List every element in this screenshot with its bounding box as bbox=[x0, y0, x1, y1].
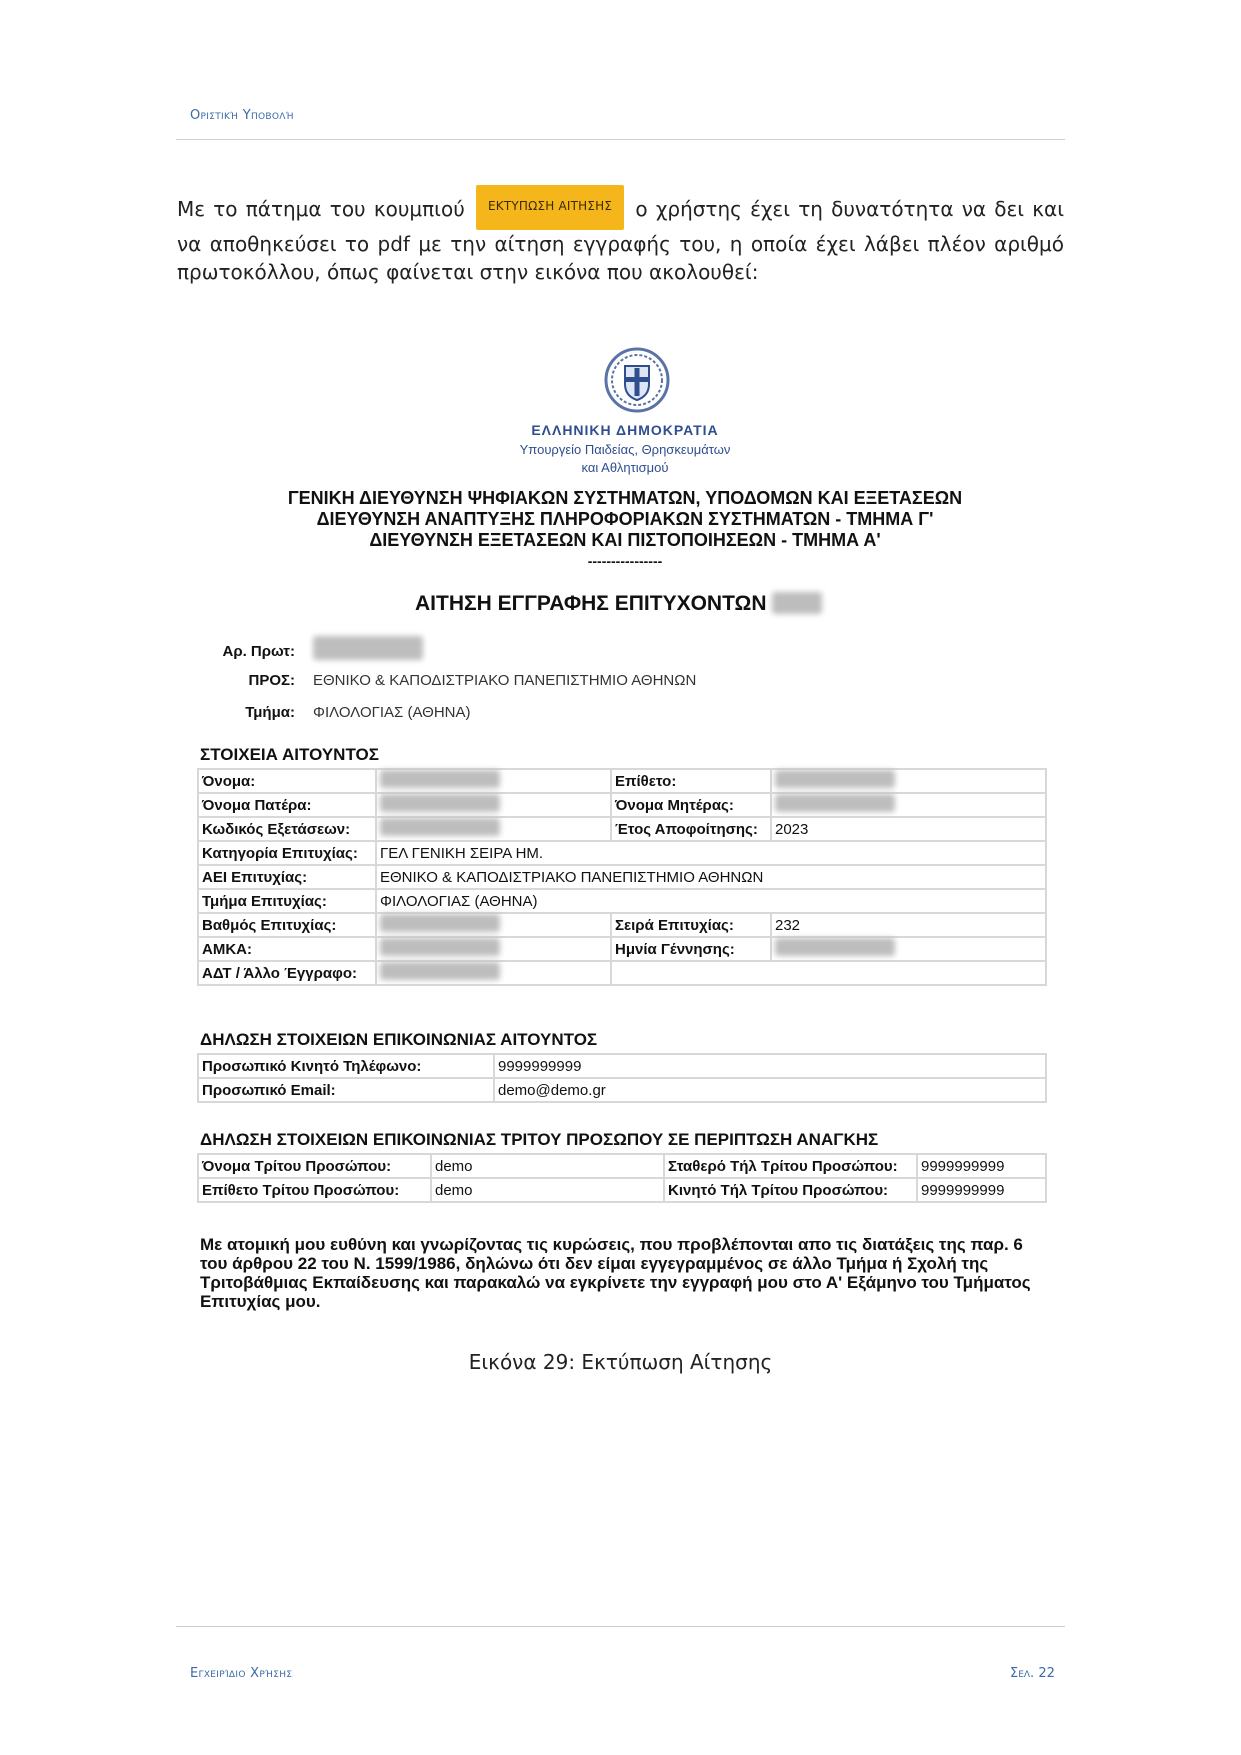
cell-label: Βαθμός Επιτυχίας: bbox=[198, 913, 376, 937]
cell-value: ΓΕΛ ΓΕΝΙΚΗ ΣΕΙΡΑ ΗΜ. bbox=[376, 841, 1046, 865]
directorate-line-3: ΔΙΕΥΘΥΝΣΗ ΕΞΕΤΑΣΕΩΝ ΚΑΙ ΠΙΣΤΟΠΟΙΗΣΕΩΝ - ΤΜΗΜΑ Α' bbox=[369, 530, 881, 550]
applicant-table bbox=[197, 768, 1047, 986]
figure-caption: Εικόνα 29: Εκτύπωση Αίτησης bbox=[468, 1350, 773, 1374]
cell-label: Επίθετο Τρίτου Προσώπου: bbox=[198, 1178, 431, 1202]
table-row bbox=[198, 889, 1046, 913]
cell-label: ΑΔΤ / Άλλο Έγγραφο: bbox=[198, 961, 376, 985]
cell-label: Κινητό Τήλ Τρίτου Προσώπου: bbox=[664, 1178, 917, 1202]
cell-redacted bbox=[771, 769, 1046, 793]
cell-redacted bbox=[771, 937, 1046, 961]
cell-label: Έτος Αποφοίτησης: bbox=[611, 817, 771, 841]
cell-value: 9999999999 bbox=[917, 1154, 1046, 1178]
table-row bbox=[198, 865, 1046, 889]
cell-value: demo bbox=[431, 1178, 664, 1202]
contact-table bbox=[197, 1053, 1047, 1103]
contact-heading: ΔΗΛΩΣΗ ΣΤΟΙΧΕΙΩΝ ΕΠΙΚΟΙΝΩΝΙΑΣ ΑΙΤΟΥΝΤΟΣ bbox=[200, 1030, 598, 1049]
declaration-text: Με ατομική μου ευθύνη και γνωρίζοντας τις κυρώσεις, που προβλέπονται απο τις διατάξεις της παρ. 6 του άρθρου 22 του Ν. 1599/1986, δηλώνω ότι δεν είμαι εγγεγραμμένος σε άλλο Τμήμα ή Σχολή της Τριτοβάθμιας Εκπαίδευσης και παρακαλώ να εγκρίνετε την εγγραφή μου στο Α' Εξάμηνο του Τμήματος Επιτυχίας μου. bbox=[200, 1235, 1031, 1311]
cell-label: Όνομα Πατέρα: bbox=[198, 793, 376, 817]
directorate-line-2: ΔΙΕΥΘΥΝΣΗ ΑΝΑΠΤΥΞΗΣ ΠΛΗΡΟΦΟΡΙΑΚΩΝ ΣΥΣΤΗΜΑΤΩΝ - ΤΜΗΜΑ Γ' bbox=[316, 509, 934, 529]
table-row bbox=[198, 913, 1046, 937]
header-divider bbox=[176, 139, 1065, 140]
cell-value: 9999999999 bbox=[494, 1054, 1046, 1078]
cell-label: Τμήμα Επιτυχίας: bbox=[198, 889, 376, 913]
cell-value: ΕΘΝΙΚΟ & ΚΑΠΟΔΙΣΤΡΙΑΚΟ ΠΑΝΕΠΙΣΤΗΜΙΟ ΑΘΗΝΩΝ bbox=[376, 865, 1046, 889]
cell-redacted bbox=[376, 961, 611, 985]
table-row bbox=[198, 769, 1046, 793]
cell-label: Προσωπικό Κινητό Τηλέφωνο: bbox=[198, 1054, 494, 1078]
cell-value: demo bbox=[431, 1154, 664, 1178]
cell-label: Ημνία Γέννησης: bbox=[611, 937, 771, 961]
table-row bbox=[198, 1078, 1046, 1102]
cell-value: 9999999999 bbox=[917, 1178, 1046, 1202]
form-title-text: ΑΙΤΗΣΗ ΕΓΓΡΑΦΗΣ ΕΠΙΤΥΧΟΝΤΩΝ bbox=[415, 592, 767, 615]
cell-label: Σειρά Επιτυχίας: bbox=[611, 913, 771, 937]
footer-divider bbox=[176, 1626, 1065, 1627]
table-row bbox=[198, 793, 1046, 817]
table-row bbox=[198, 937, 1046, 961]
ministry-line-1: Υπουργείο Παιδείας, Θρησκευμάτων bbox=[519, 442, 731, 457]
cell-label: Όνομα: bbox=[198, 769, 376, 793]
to-value: ΕΘΝΙΚΟ & ΚΑΠΟΔΙΣΤΡΙΑΚΟ ΠΑΝΕΠΙΣΤΗΜΙΟ ΑΘΗΝΩΝ bbox=[313, 672, 697, 689]
cell-label: Προσωπικό Email: bbox=[198, 1078, 494, 1102]
cell-redacted bbox=[376, 913, 611, 937]
intro-text-after: ο χρήστης έχει τη δυνατότητα να δει και να αποθηκεύσει το pdf με την αίτηση εγγραφής του, η οποία έχει λάβει πλέον αριθμό πρωτοκόλλου, όπως φαίνεται στην εικόνα που ακολουθεί: bbox=[177, 197, 1064, 284]
cell-redacted bbox=[376, 769, 611, 793]
cell-redacted bbox=[376, 793, 611, 817]
cell-label: ΑΜΚΑ: bbox=[198, 937, 376, 961]
cell-empty bbox=[611, 961, 1046, 985]
print-application-button: ΕΚΤΥΠΩΣΗ ΑΙΤΗΣΗΣ bbox=[476, 185, 624, 230]
cell-redacted bbox=[771, 793, 1046, 817]
cell-redacted bbox=[376, 817, 611, 841]
dept-value: ΦΙΛΟΛΟΓΙΑΣ (ΑΘΗΝΑ) bbox=[313, 704, 471, 721]
intro-text-before: Με το πάτημα του κουμπιού bbox=[177, 197, 465, 221]
cell-label: Επίθετο: bbox=[611, 769, 771, 793]
cell-label: Όνομα Τρίτου Προσώπου: bbox=[198, 1154, 431, 1178]
table-row bbox=[198, 841, 1046, 865]
cell-label: Όνομα Μητέρας: bbox=[611, 793, 771, 817]
applicant-heading: ΣΤΟΙΧΕΙΑ ΑΙΤΟΥΝΤΟΣ bbox=[200, 745, 379, 764]
table-row bbox=[198, 961, 1046, 985]
third-party-table bbox=[197, 1153, 1047, 1203]
form-title bbox=[415, 592, 822, 616]
table-row bbox=[198, 1054, 1046, 1078]
cell-label: Σταθερό Τήλ Τρίτου Προσώπου: bbox=[664, 1154, 917, 1178]
directorate-line-1: ΓΕΝΙΚΗ ΔΙΕΥΘΥΝΣΗ ΨΗΦΙΑΚΩΝ ΣΥΣΤΗΜΑΤΩΝ, ΥΠΟΔΟΜΩΝ ΚΑΙ ΕΞΕΤΑΣΕΩΝ bbox=[287, 488, 963, 508]
table-row bbox=[198, 817, 1046, 841]
cell-value: 2023 bbox=[771, 817, 1046, 841]
protocol-value bbox=[313, 636, 423, 664]
page-header-title: Οριστική Υποβολή bbox=[190, 108, 294, 123]
to-label: ΠΡΟΣ: bbox=[248, 672, 295, 689]
intro-paragraph bbox=[177, 185, 1064, 286]
redacted-year bbox=[772, 592, 822, 614]
cell-value: demo@demo.gr bbox=[494, 1078, 1046, 1102]
cell-value: ΦΙΛΟΛΟΓΙΑΣ (ΑΘΗΝΑ) bbox=[376, 889, 1046, 913]
third-party-heading: ΔΗΛΩΣΗ ΣΤΟΙΧΕΙΩΝ ΕΠΙΚΟΙΝΩΝΙΑΣ ΤΡΙΤΟΥ ΠΡΟΣΩΠΟΥ ΣΕ ΠΕΡΙΠΤΩΣΗ ΑΝΑΓΚΗΣ bbox=[200, 1130, 879, 1149]
ministry-line-2: και Αθλητισμού bbox=[581, 460, 669, 475]
protocol-label: Αρ. Πρωτ: bbox=[222, 643, 295, 660]
greek-emblem-icon bbox=[603, 346, 671, 414]
cell-label: Κωδικός Εξετάσεων: bbox=[198, 817, 376, 841]
table-row bbox=[198, 1178, 1046, 1202]
government-name: ΕΛΛΗΝΙΚΗ ΔΗΜΟΚΡΑΤΙΑ bbox=[531, 422, 719, 438]
application-printout bbox=[195, 340, 1055, 1320]
footer-manual-title: Εγχειρίδιο Χρήσης bbox=[190, 1666, 293, 1681]
separator-dashes: ---------------- bbox=[587, 553, 663, 569]
dept-label: Τμήμα: bbox=[245, 704, 295, 721]
footer-page-number: Σελ. 22 bbox=[1010, 1666, 1055, 1681]
cell-label: Κατηγορία Επιτυχίας: bbox=[198, 841, 376, 865]
cell-redacted bbox=[376, 937, 611, 961]
cell-label: ΑΕΙ Επιτυχίας: bbox=[198, 865, 376, 889]
table-row bbox=[198, 1154, 1046, 1178]
cell-value: 232 bbox=[771, 913, 1046, 937]
